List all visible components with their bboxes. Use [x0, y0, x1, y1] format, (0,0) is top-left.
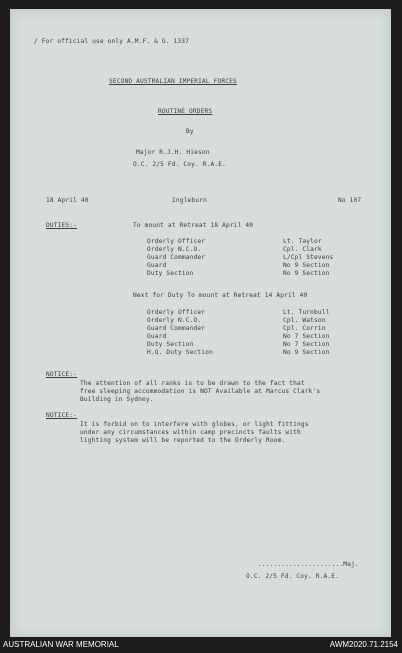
- mount1-title: To mount at Retreat 18 April 40: [133, 222, 254, 229]
- author-line: Major R.J.H. Hieson: [136, 149, 210, 156]
- archive-caption: AUSTRALIAN WAR MEMORIAL: [3, 640, 119, 649]
- duty-name: No 7 Section: [283, 341, 330, 348]
- duty-name: No 9 Section: [283, 349, 330, 356]
- notice-line: free sleeping accommodation is NOT Available at Marcus Clark's: [80, 388, 321, 395]
- order-number: No 107: [338, 197, 362, 204]
- notice-line: It is forbid on to interfere with globes, or light fittings: [80, 421, 309, 428]
- duty-role: Guard Commander: [147, 325, 206, 332]
- duty-role: Guard: [147, 262, 167, 269]
- duty-role: Guard Commander: [147, 254, 206, 261]
- duty-name: No 7 Section: [283, 333, 330, 340]
- duty-name: Cpl. Clark: [283, 246, 322, 253]
- duty-role: H.Q. Duty Section: [147, 349, 213, 356]
- orders-title: ROUTINE ORDERS: [158, 108, 213, 115]
- notice-heading: NOTICE:-: [46, 371, 78, 378]
- force-title: SECOND AUSTRALIAN IMPERIAL FORCES: [109, 78, 237, 85]
- duty-name: Lt. Turnbull: [283, 309, 330, 316]
- duty-name: No 9 Section: [283, 270, 330, 277]
- duty-role: Orderly N.C.O.: [147, 246, 202, 253]
- duty-name: Cpl. Watson: [283, 317, 326, 324]
- duty-name: Cpl. Corrin: [283, 325, 326, 332]
- classification-line: / For official use only A.M.F. & G. 1337: [34, 38, 190, 45]
- duty-role: Orderly N.C.O.: [147, 317, 202, 324]
- notice-line: The attention of all ranks is to be drawn to the fact that: [80, 380, 305, 387]
- duty-role: Duty Section: [147, 270, 194, 277]
- duties-heading: DUTIES:-: [46, 222, 78, 229]
- duty-role: Orderly Officer: [147, 309, 206, 316]
- duty-name: Lt. Taylor: [283, 238, 322, 245]
- duty-role: Orderly Officer: [147, 238, 206, 245]
- notice-line: under any circumstances within camp precincts faults with: [80, 429, 301, 436]
- duty-name: No 9 Section: [283, 262, 330, 269]
- unit-line: O.C. 2/5 Fd. Coy. R.A.E.: [133, 161, 227, 168]
- signature-line: ......................Maj.: [258, 561, 359, 568]
- duty-name: L/Cpl Stevens: [283, 254, 334, 261]
- archive-id: AWM2020.71.2154: [329, 640, 398, 649]
- mount2-title: Next for Duty To mount at Retreat 14 April 40: [133, 292, 308, 299]
- notice-line: Building in Sydney.: [80, 396, 154, 403]
- notice-line: lighting system will be reported to the Orderly Room.: [80, 437, 286, 444]
- duty-role: Duty Section: [147, 341, 194, 348]
- by-line: By: [186, 128, 194, 135]
- notice-heading: NOTICE:-: [46, 412, 78, 419]
- duty-role: Guard: [147, 333, 167, 340]
- date: 18 April 40: [46, 197, 89, 204]
- location: Ingleburn: [172, 197, 207, 204]
- signature-unit: O.C. 2/5 Fd. Coy. R.A.E.: [246, 573, 340, 580]
